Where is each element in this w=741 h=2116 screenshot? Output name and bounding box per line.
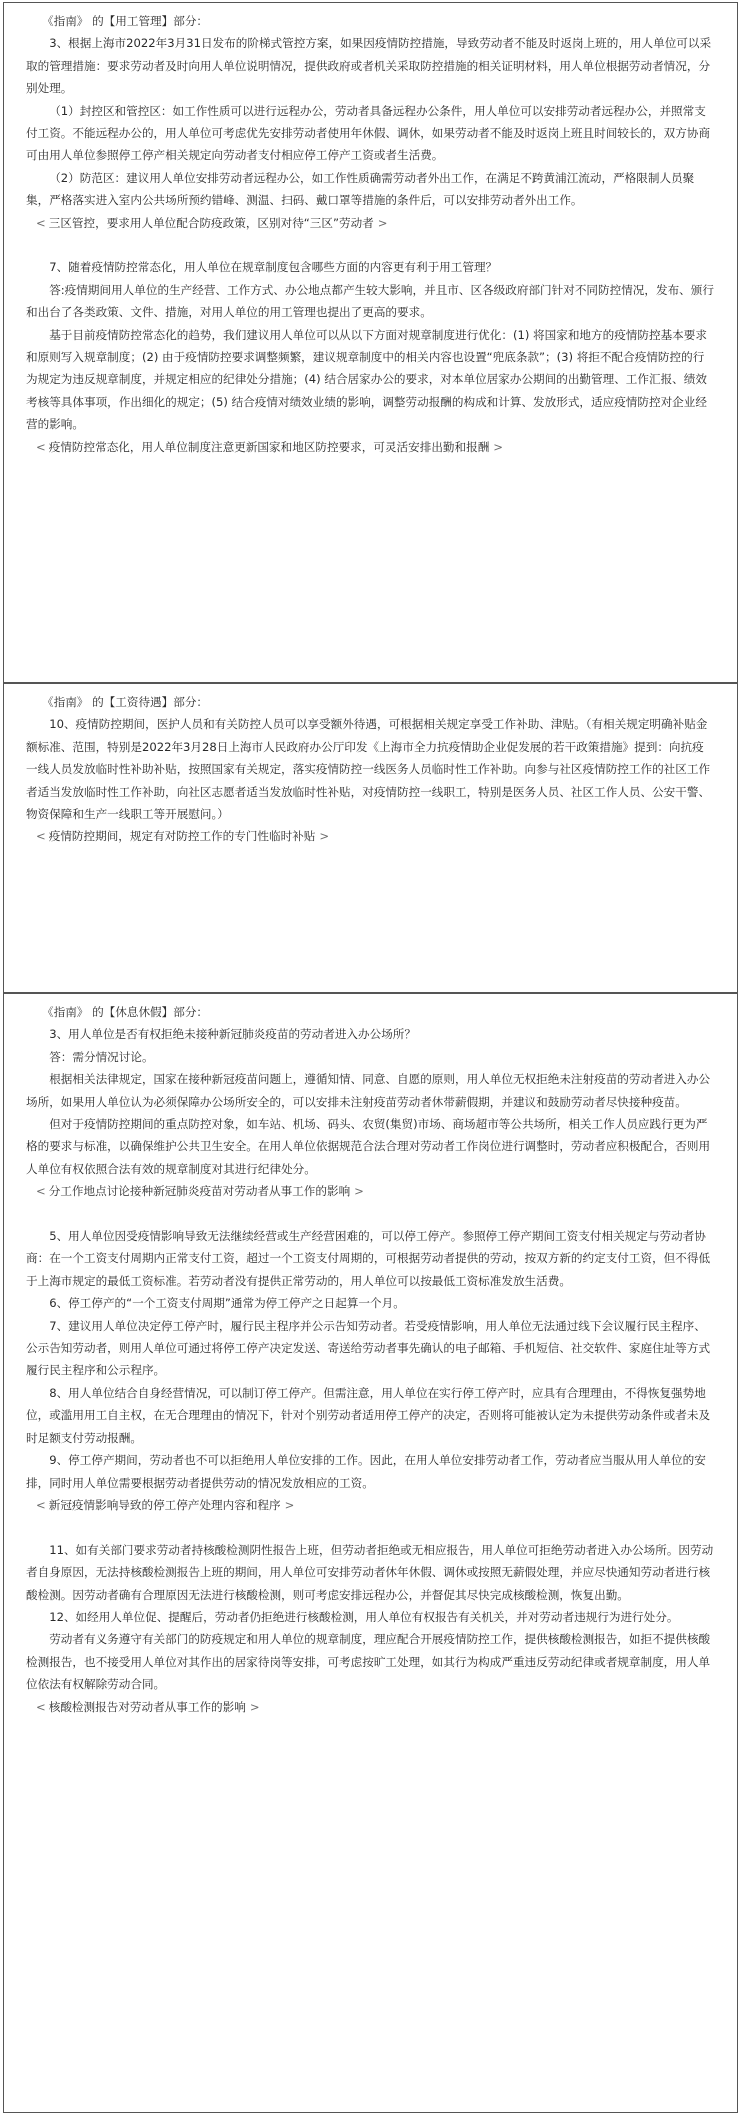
right-angle-icon: > bbox=[249, 1699, 260, 1714]
left-angle-icon: < bbox=[36, 1699, 46, 1714]
left-angle-icon: < bbox=[36, 439, 46, 454]
summary-tag: < 核酸检测报告对劳动者从事工作的影响 > bbox=[36, 1699, 260, 1714]
paragraph: 9、停工停产期间，劳动者也不可以拒绝用人单位安排的工作。因此，在用人单位安排劳动者工作，劳动者应当服从用人单位的安排，同时用人单位需要根据劳动者提供劳动的情况发放相应的工资。 bbox=[26, 1453, 706, 1490]
right-angle-icon: > bbox=[377, 215, 388, 230]
paragraph: 但对于疫情防控期间的重点防控对象，如车站、机场、码头、农贸(集贸)市场、商场超市等公共场所，相关工作人员应践行更为严格的要求与标准，以确保维护公共卫生安全。在用人单位依据规范合法合理对劳动者工作岗位进行调整时，劳动者应积极配合，否则用人单位有权依照合法有效的规章制度对其进行纪律处分。 bbox=[26, 1117, 711, 1176]
summary-tag: < 疫情防控期间，规定有对防控工作的专门性临时补贴 > bbox=[36, 829, 330, 844]
paragraph: 8、用人单位结合自身经营情况，可以制订停工停产。但需注意，用人单位在实行停工停产时，应具有合理理由，不得恢复强势地位，或滥用用工自主权，在无合理理由的情况下，针对个别劳动者适用停工停产的决定，否则将可能被认定为未提供劳动条件或者未及时足额支付劳动报酬。 bbox=[26, 1385, 711, 1445]
section-header: 《指南》 的【工资待遇】部分： bbox=[42, 695, 209, 709]
paragraph: 劳动者有义务遵守有关部门的防疫规定和用人单位的规章制度，理应配合开展疫情防控工作，提供核酸检测报告，如拒不提供核酸检测报告，也不接受用人单位对其作出的居家待岗等安排，可考虑按旷工处理，如其行为构成严重违反劳动纪律或者规章制度，用人单位依法有权解除劳动合同。 bbox=[26, 1632, 711, 1692]
paragraph: （1）封控区和管控区：如工作性质可以进行远程办公，劳动者具备远程办公条件，用人单位可以安排劳动者远程办公，并照常支付工资。不能远程办公的，用人单位可考虑优先安排劳动者使用年休假、调休，如果劳动者不能及时返岗上班且时间较长的，双方协商可由用人单位参照停工停产相关规定向劳动者支付相应停工停产工资或者生活费。 bbox=[26, 103, 711, 163]
paragraph: 基于目前疫情防控常态化的趋势，我们建议用人单位可以从以下方面对规章制度进行优化：(1) 将国家和地方的疫情防控基本要求和原则写入规章制度；(2) 由于疫情防控要求调整频繁，建议规章制度中的相关内容也设置“兜底条款”；(3) 将拒不配合疫情防控的行为规定为违反规章制度，并规定相应的纪律处分措施；(4) 结合居家办公的要求，对本单位居家办公期间的出勤管理、工作汇报、绩效考核等具体事项，作出细化的规定；(5) 结合疫情对绩效业绩的影响，调整劳动报酬的构成和计算、发放形式，适应疫情防控对企业经营的影响。 bbox=[26, 327, 707, 432]
summary-tag: < 分工作地点讨论接种新冠肺炎疫苗对劳动者从事工作的影响 > bbox=[36, 1184, 364, 1199]
section-employment-management bbox=[3, 2, 738, 683]
paragraph: 12、如经用人单位促、提醒后，劳动者仍拒绝进行核酸检测，用人单位有权报告有关机关，并对劳动者违规行为进行处分。 bbox=[49, 1609, 679, 1624]
paragraph: 答：需分情况讨论。 bbox=[49, 1049, 154, 1064]
summary-tag: < 新冠疫情影响导致的停工停产处理内容和程序 > bbox=[36, 1497, 295, 1512]
paragraph: 5、用人单位因受疫情影响导致无法继续经营或生产经营困难的，可以停工停产。参照停工停产期间工资支付相关规定与劳动者协商：在一个工资支付周期内正常支付工资，超过一个工资支付周期的，可根据劳动者提供的劳动，按双方新的约定支付工资，但不得低于上海市规定的最低工资标准。若劳动者没有提供正常劳动的，用人单位可以按最低工资标准发放生活费。 bbox=[26, 1229, 711, 1288]
left-angle-icon: < bbox=[36, 829, 46, 844]
question: 7、随着疫情防控常态化，用人单位在规章制度包含哪些方面的内容更有利于用工管理？ bbox=[49, 260, 498, 275]
right-angle-icon: > bbox=[284, 1497, 295, 1512]
right-angle-icon: > bbox=[319, 829, 330, 844]
summary-tag: < 三区管控，要求用人单位配合防疫政策，区别对待“三区”劳动者 > bbox=[36, 215, 388, 230]
summary-tag: < 疫情防控常态化，用人单位制度注意更新国家和地区防控要求，可灵活安排出勤和报酬 > bbox=[36, 439, 504, 454]
paragraph: 6、停工停产的“一个工资支付周期”通常为停工停产之日起算一个月。 bbox=[49, 1296, 405, 1311]
left-angle-icon: < bbox=[36, 1184, 46, 1199]
paragraph: 7、建议用人单位决定停工停产时，履行民主程序并公示告知劳动者。若受疫情影响，用人单位无法通过线下会议履行民主程序、公示告知劳动者，则用人单位可通过将停工停产决定发送、寄送给劳动者事先确认的电子邮箱、手机短信、社交软件、家庭住址等方式履行民主程序和公示程序。 bbox=[26, 1318, 711, 1378]
section-header: 《指南》 的【用工管理】部分： bbox=[42, 14, 209, 28]
section-rest-leave bbox=[3, 993, 738, 2113]
section-wage-benefits bbox=[3, 683, 738, 993]
paragraph: 3、根据上海市2022年3月31日发布的阶梯式管控方案，如果因疫情防控措施，导致劳动者不能及时返岗上班的，用人单位可以采取的管理措施：要求劳动者及时向用人单位说明情况，提供政府或者机关采取防控措施的相关证明材料，用人单位根据劳动者情况，分别处理。 bbox=[26, 36, 712, 96]
left-angle-icon: < bbox=[36, 215, 46, 230]
paragraph: 答:疫情期间用人单位的生产经营、工作方式、办公地点都产生较大影响，并且市、区各级政府部门针对不同防控情况，发布、颁行和出台了各类政策、文件、措施，对用人单位的用工管理也提出了更高的要求。 bbox=[26, 282, 714, 320]
question: 3、用人单位是否有权拒绝未接种新冠肺炎疫苗的劳动者进入办公场所？ bbox=[49, 1027, 416, 1042]
paragraph: 根据相关法律规定，国家在接种新冠疫苗问题上，遵循知情、同意、自愿的原则，用人单位无权拒绝未注射疫苗的劳动者进入办公场所，如果用人单位认为必须保障办公场所安全的，可以安排未注射疫苗劳动者休带薪假期，并建议和鼓励劳动者尽快接种疫苗。 bbox=[26, 1072, 711, 1109]
right-angle-icon: > bbox=[354, 1184, 364, 1199]
section-header: 《指南》 的【休息休假】部分： bbox=[42, 1005, 209, 1019]
paragraph: 10、疫情防控期间，医护人员和有关防控人员可以享受额外待遇，可根据相关规定享受工作补助、津贴。（有相关规定明确补贴金额标准、范围，特别是2022年3月28日上海市人民政府办公厅印发《上海市全力抗疫情助企业促发展的若干政策措施》提到：向抗疫一线人员发放临时性补助补贴，按照国家有关规定，落实疫情防控一线医务人员临时性工作补助。向参与社区疫情防控工作的社区工作者适当发放临时性工作补助，向社区志愿者适当发放临时性补贴，对疫情防控一线职工，特别是医务人员、社区工作人员、公安干警、物资保障和生产一线职工等开展慰问。） bbox=[26, 717, 711, 822]
paragraph: 11、如有关部门要求劳动者持核酸检测阴性报告上班，但劳动者拒绝或无相应报告，用人单位可拒绝劳动者进入办公场所。因劳动者自身原因，无法持核酸检测报告上班的期间，用人单位可安排劳动者休年休假、调休或按照无薪假处理，并应尽快通知劳动者进行核酸检测。因劳动者确有合理原因无法进行核酸检测，则可考虑安排远程办公，并督促其尽快完成核酸检测，恢复出勤。 bbox=[26, 1542, 714, 1602]
left-angle-icon: < bbox=[36, 1497, 46, 1512]
right-angle-icon: > bbox=[493, 439, 504, 454]
paragraph: （2）防范区：建议用人单位安排劳动者远程办公，如工作性质确需劳动者外出工作，在满足不跨黄浦江流动，严格限制人员聚集，严格落实进入室内公共场所预约错峰、测温、扫码、戴口罩等措施的条件后，可以安排劳动者外出工作。 bbox=[26, 170, 695, 208]
